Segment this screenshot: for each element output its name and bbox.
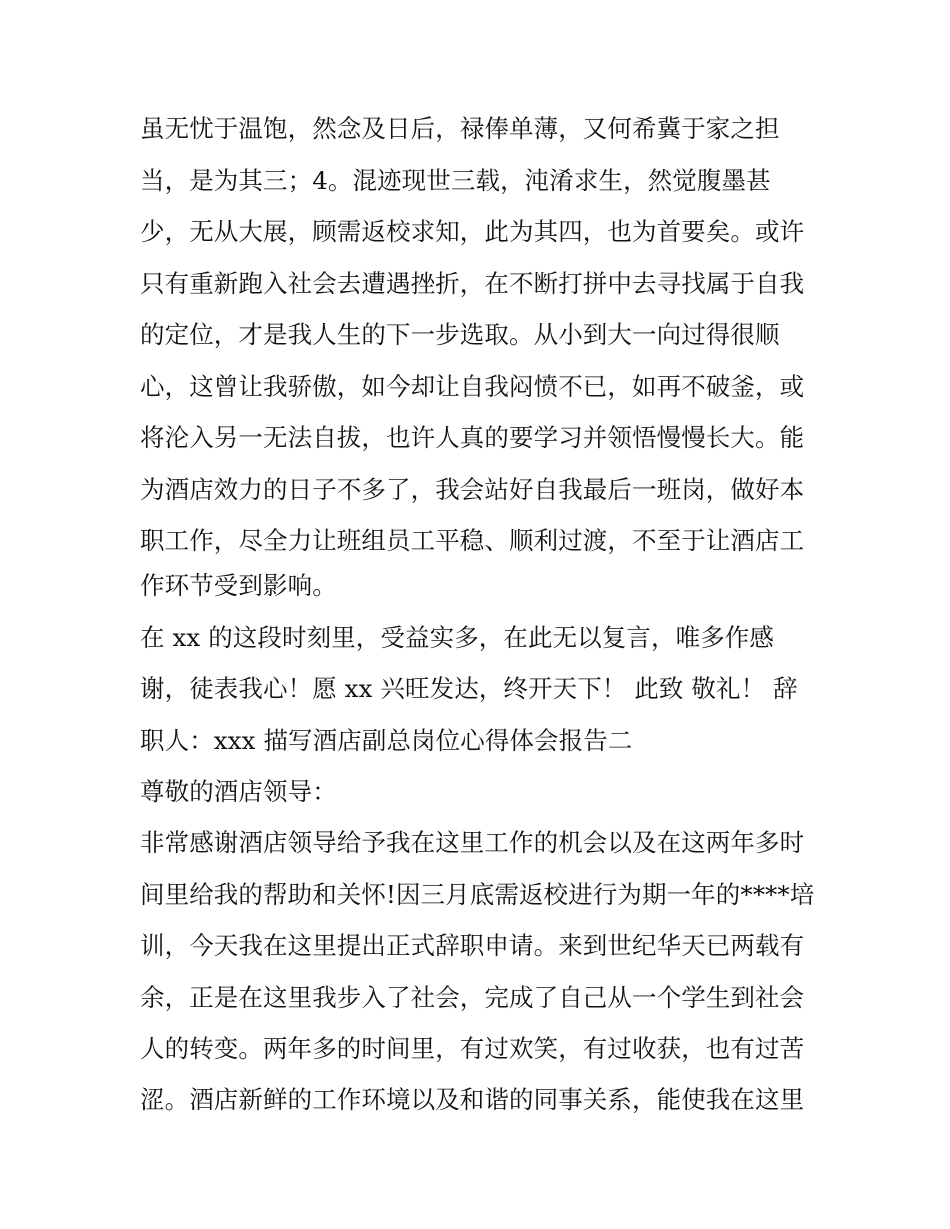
text-line: 将沦入另一无法自拔，也许人真的要学习并领悟慢慢长大。能 (140, 423, 805, 452)
text-line: 人的转变。两年多的时间里，有过欢笑，有过收获，也有过苦 (140, 1034, 805, 1063)
text-line: 训，今天我在这里提出正式辞职申请。来到世纪华天已两载有 (140, 931, 805, 960)
text-line: 涩。酒店新鲜的工作环境以及和谐的同事关系，能使我在这里 (140, 1085, 805, 1114)
text-line: 职工作，尽全力让班组员工平稳、顺利过渡，不至于让酒店工 (140, 526, 805, 555)
text-line: 尊敬的酒店领导： (140, 777, 337, 806)
text-line: 作环节受到影响。 (140, 571, 337, 600)
text-line: 在 xx 的这段时刻里，受益实多，在此无以复言，唯多作感 (140, 623, 775, 652)
text-line: 心，这曾让我骄傲，如今却让自我闷愤不已，如再不破釜，或 (140, 372, 805, 401)
text-line: 谢，徒表我心！愿 xx 兴旺发达，终开天下！ 此致 敬礼！ 辞 (140, 674, 798, 703)
text-line: 间里给我的帮助和关怀!因三月底需返校进行为期一年的****培 (140, 880, 815, 909)
text-line: 虽无忧于温饱，然念及日后，禄俸单薄，又何希冀于家之担 (140, 114, 780, 143)
text-line: 少，无从大展，顾需返校求知，此为其四，也为首要矣。或许 (140, 217, 805, 246)
text-line: 职人：xxx 描写酒店副总岗位心得体会报告二 (140, 726, 633, 755)
text-line: 只有重新跑入社会去遭遇挫折，在不断打拼中去寻找属于自我 (140, 269, 805, 298)
text-line: 为酒店效力的日子不多了，我会站好自我最后一班岗，做好本 (140, 475, 805, 504)
text-line: 余，正是在这里我步入了社会，完成了自己从一个学生到社会 (140, 983, 805, 1012)
text-line: 非常感谢酒店领导给予我在这里工作的机会以及在这两年多时 (140, 828, 805, 857)
text-line: 的定位，才是我人生的下一步选取。从小到大一向过得很顺 (140, 320, 780, 349)
text-line: 当，是为其三；4。混迹现世三载，沌淆求生，然觉腹墨甚 (140, 166, 771, 195)
